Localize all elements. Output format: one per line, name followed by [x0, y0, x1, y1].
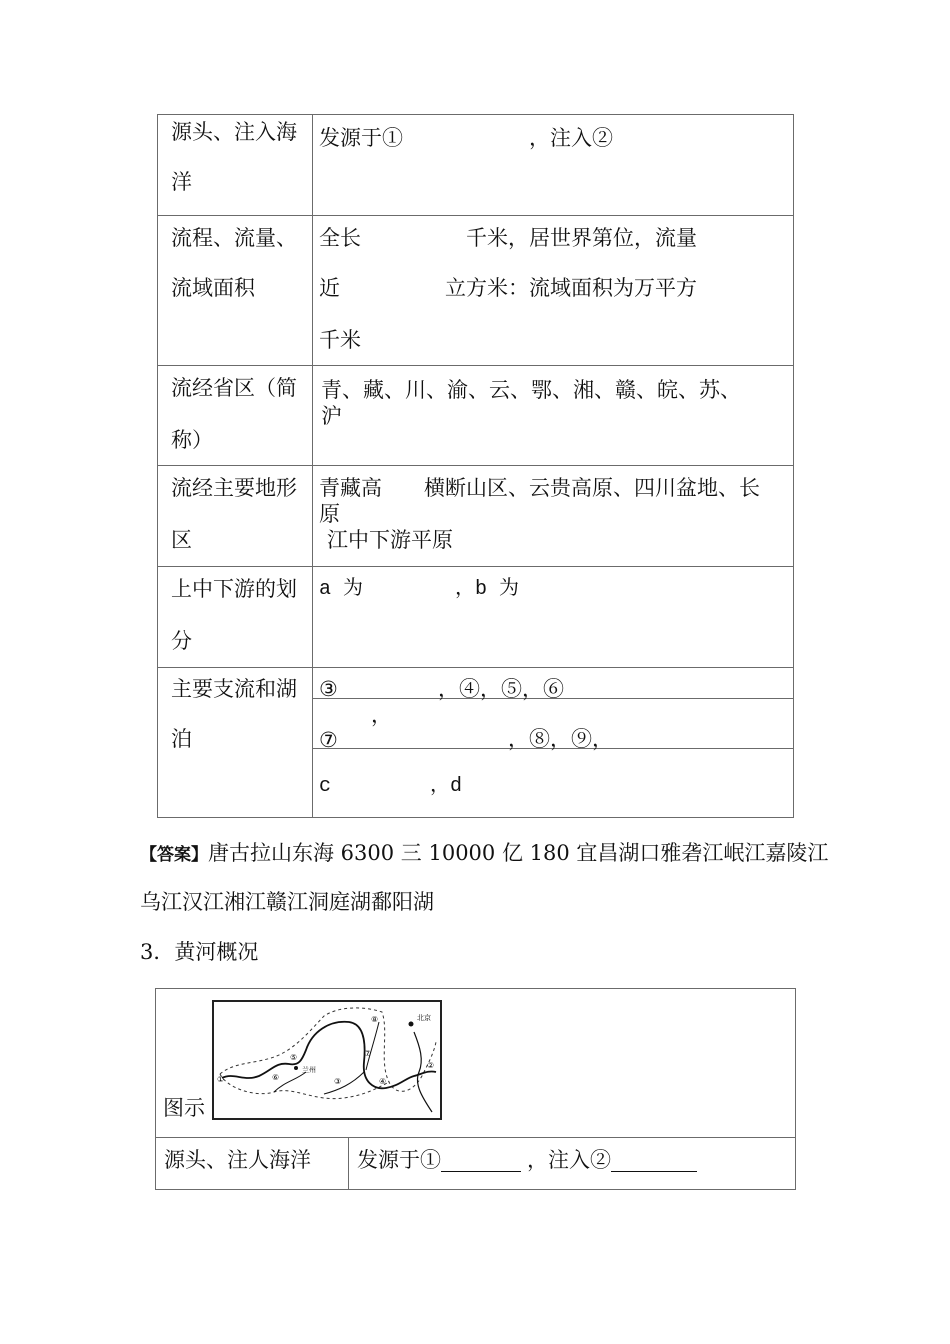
row5-content-a: a 为	[319, 578, 364, 601]
answer-line2: 乌江汉江湘江赣江洞庭湖鄱阳湖	[140, 890, 434, 914]
inflow-blank	[611, 1151, 697, 1172]
row6-comma: ，	[371, 703, 392, 727]
row1-label-line1: 源头、注入海	[171, 120, 297, 144]
table2-row-label: 源头、注人海洋	[164, 1148, 311, 1172]
row6-circle3: ③	[319, 677, 338, 701]
row1-content: 发源于① ，注入②	[319, 126, 613, 150]
map-label-beijing: 北京	[417, 1014, 431, 1022]
yellow-river-map-svg	[214, 1002, 440, 1118]
section-title: 3．黄河概况	[140, 940, 259, 964]
source-blank	[441, 1151, 521, 1172]
column-divider	[312, 114, 313, 818]
row2-content-line2: 近 立方米：流域面积为万平方	[319, 276, 697, 300]
row-divider	[157, 566, 794, 567]
row3-label-line2: 称）	[171, 428, 213, 452]
row-divider	[157, 215, 794, 216]
answer-line1	[140, 840, 828, 865]
figure-label: 图示	[163, 1096, 205, 1120]
row-divider	[157, 667, 794, 668]
source-prefix: 发源于①	[357, 1148, 441, 1172]
answer-tag: 【答案】	[140, 845, 208, 865]
yellow-river-line	[222, 1022, 436, 1089]
row6-label-line2: 泊	[171, 727, 192, 751]
map-label-4: ④	[379, 1077, 387, 1086]
basin-boundary	[220, 1008, 436, 1091]
row-divider	[157, 465, 794, 466]
row3-label-line1: 流经省区（简	[171, 376, 297, 400]
row-divider	[157, 365, 794, 366]
row4-label-line1: 流经主要地形	[171, 476, 297, 500]
row6-circle7: ⑦	[319, 728, 338, 752]
row6-circles456: ，④，⑤，⑥	[438, 677, 564, 701]
row6-d: ，d	[430, 775, 463, 798]
row3-content-line1: 青、藏、川、渝、云、鄂、湘、赣、皖、苏、	[321, 378, 741, 402]
yellow-river-map	[212, 1000, 442, 1120]
row4-label-line2: 区	[171, 528, 192, 552]
table2-row-divider	[155, 1137, 796, 1138]
row4-content-line3: 江中下游平原	[327, 528, 453, 552]
map-label-3: ③	[334, 1077, 342, 1086]
map-label-8: ⑧	[371, 1015, 379, 1024]
row3-content-line2: 沪	[321, 404, 342, 428]
map-label-lanzhou: 兰州	[302, 1066, 316, 1074]
row2-content-line1: 全长 千米，居世界第位，流量	[319, 226, 697, 250]
map-label-7: ⑦	[364, 1049, 372, 1058]
lanzhou-marker	[294, 1066, 298, 1070]
row4-content-line2: 原	[319, 502, 340, 526]
row1-label-line2: 洋	[171, 170, 192, 194]
inflow-prefix: ，注入②	[527, 1148, 611, 1172]
row6-c: c	[319, 775, 332, 798]
beijing-marker	[409, 1022, 414, 1027]
tributary-line	[366, 1022, 379, 1070]
row2-label-line2: 流域面积	[171, 276, 255, 300]
map-label-5: ⑤	[290, 1053, 298, 1062]
row6-label-line1: 主要支流和湖	[171, 677, 297, 701]
row2-content-line3: 千米	[319, 328, 361, 352]
map-label-6: ⑥	[272, 1073, 280, 1082]
table2-row-content	[357, 1148, 703, 1172]
row4-content-line1: 青藏高 横断山区、云贵高原、四川盆地、长	[319, 476, 760, 500]
row5-label-line2: 分	[171, 629, 192, 653]
table2-column-divider	[348, 1137, 349, 1190]
row5-label-line1: 上中下游的划	[171, 577, 297, 601]
answer-text-line1: 唐古拉山东海 6300 三 10000 亿 180 宜昌湖口雅砻江岷江嘉陵江	[208, 841, 829, 865]
map-label-1: ①	[217, 1075, 225, 1084]
table-border	[157, 114, 794, 818]
map-label-2: ②	[427, 1061, 435, 1070]
row2-label-line1: 流程、流量、	[171, 226, 297, 250]
row6-circles89: ，⑧，⑨，	[508, 727, 613, 751]
row5-content-b: ，b 为	[455, 578, 520, 601]
tributary-line	[324, 1072, 364, 1094]
